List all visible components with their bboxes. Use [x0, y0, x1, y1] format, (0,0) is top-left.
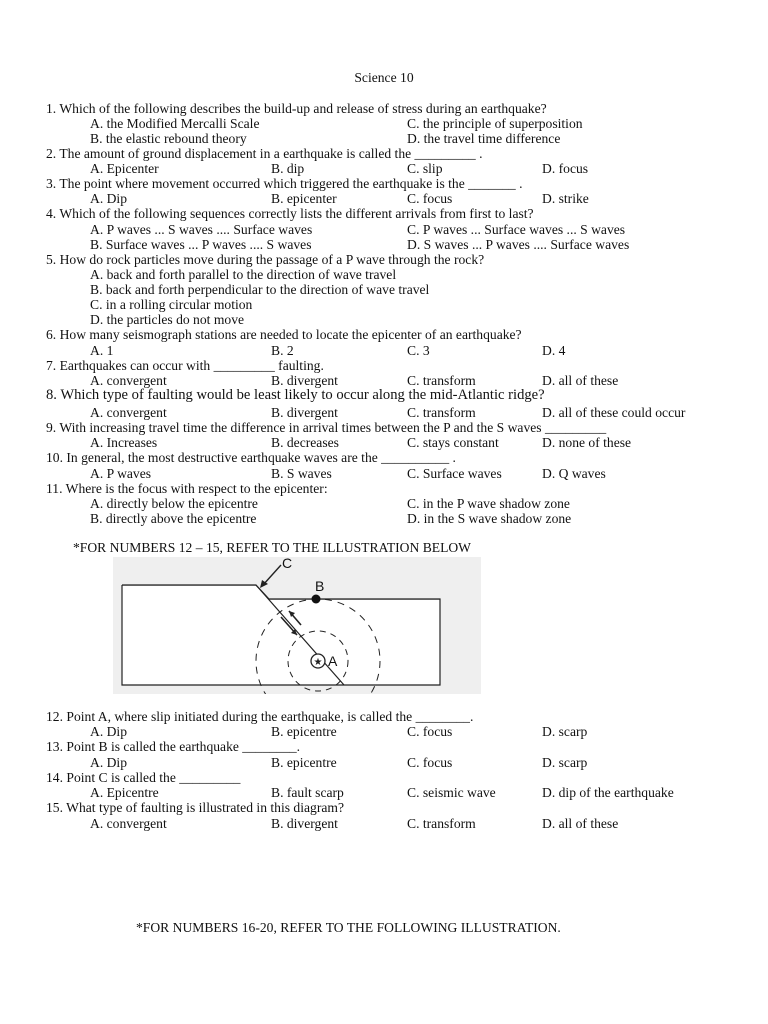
- question-5: 5. How do rock particles move during the passage of a P wave through the rock?: [46, 252, 485, 267]
- q12-option-c: C. focus: [407, 724, 453, 739]
- q10-option-a: A. P waves: [90, 466, 152, 481]
- q10-option-d: D. Q waves: [542, 466, 606, 481]
- q10-option-b: B. S waves: [271, 466, 332, 481]
- q1-option-c: C. the principle of superposition: [407, 116, 583, 131]
- q14-option-b: B. fault scarp: [271, 785, 344, 800]
- q2-option-b: B. dip: [271, 161, 305, 176]
- q5-option-c: C. in a rolling circular motion: [90, 297, 253, 312]
- q5-option-d: D. the particles do not move: [90, 312, 245, 327]
- fault-diagram-svg: [113, 557, 481, 694]
- q3-option-a: A. Dip: [90, 191, 128, 206]
- q13-option-c: C. focus: [407, 755, 453, 770]
- q15-option-a: A. convergent: [90, 816, 167, 831]
- q15-option-d: D. all of these: [542, 816, 619, 831]
- fault-diagram: [113, 557, 481, 694]
- q15-option-b: B. divergent: [271, 816, 338, 831]
- q12-option-d: D. scarp: [542, 724, 588, 739]
- point-a-star-icon: ★: [313, 657, 323, 668]
- q14-option-a: A. Epicentre: [90, 785, 159, 800]
- q6-option-d: D. 4: [542, 343, 566, 358]
- question-15: 15. What type of faulting is illustrated in this diagram?: [46, 800, 344, 815]
- question-11: 11. Where is the focus with respect to the epicenter:: [46, 481, 328, 496]
- q1-option-a: A. the Modified Mercalli Scale: [90, 116, 260, 131]
- q4-option-b: B. Surface waves ... P waves .... S waves: [90, 237, 312, 252]
- q6-option-b: B. 2: [271, 343, 294, 358]
- q4-option-d: D. S waves ... P waves .... Surface waves: [407, 237, 630, 252]
- question-14: 14. Point C is called the _________: [46, 770, 241, 785]
- question-1: 1. Which of the following describes the build-up and release of stress during an earthquake?: [46, 101, 547, 116]
- label-c: C: [282, 557, 293, 571]
- question-7: 7. Earthquakes can occur with _________ faulting.: [46, 358, 324, 373]
- q11-option-a: A. directly below the epicentre: [90, 496, 258, 511]
- q7-option-c: C. transform: [407, 373, 476, 388]
- q8-option-c: C. transform: [407, 405, 476, 420]
- q3-option-d: D. strike: [542, 191, 589, 206]
- label-a: A: [328, 653, 338, 669]
- q6-option-c: C. 3: [407, 343, 430, 358]
- question-2: 2. The amount of ground displacement in a earthquake is called the _________ .: [46, 146, 483, 161]
- q14-option-c: C. seismic wave: [407, 785, 496, 800]
- q4-option-c: C. P waves ... Surface waves ... S waves: [407, 222, 626, 237]
- question-9: 9. With increasing travel time the difference in arrival times between the P and the S waves _________: [46, 420, 607, 435]
- q5-option-a: A. back and forth parallel to the direction of wave travel: [90, 267, 397, 282]
- q14-option-d: D. dip of the earthquake: [542, 785, 674, 800]
- q8-option-b: B. divergent: [271, 405, 338, 420]
- q3-option-b: B. epicenter: [271, 191, 337, 206]
- instruction-note-12-15: *FOR NUMBERS 12 – 15, REFER TO THE ILLUSTRATION BELOW: [73, 540, 472, 555]
- q9-option-c: C. stays constant: [407, 435, 499, 450]
- q8-option-d: D. all of these could occur: [542, 405, 686, 420]
- q9-option-a: A. Increases: [90, 435, 158, 450]
- question-3: 3. The point where movement occurred which triggered the earthquake is the _______ .: [46, 176, 523, 191]
- q4-option-a: A. P waves ... S waves .... Surface waves: [90, 222, 313, 237]
- q11-option-d: D. in the S wave shadow zone: [407, 511, 572, 526]
- q12-option-b: B. epicentre: [271, 724, 337, 739]
- figure-background-top: [113, 557, 481, 585]
- q9-option-b: B. decreases: [271, 435, 339, 450]
- q13-option-b: B. epicentre: [271, 755, 337, 770]
- question-13: 13. Point B is called the earthquake ________.: [46, 739, 301, 754]
- question-4: 4. Which of the following sequences correctly lists the different arrivals from first to last?: [46, 206, 534, 221]
- page-title: Science 10: [354, 70, 414, 85]
- instruction-note-16-20: *FOR NUMBERS 16-20, REFER TO THE FOLLOWING ILLUSTRATION.: [136, 920, 561, 935]
- q11-option-b: B. directly above the epicentre: [90, 511, 257, 526]
- figure-background-step: [256, 585, 440, 599]
- q2-option-a: A. Epicenter: [90, 161, 159, 176]
- q2-option-c: C. slip: [407, 161, 443, 176]
- point-b-marker: [312, 595, 321, 604]
- q15-option-c: C. transform: [407, 816, 476, 831]
- q3-option-c: C. focus: [407, 191, 453, 206]
- label-b: B: [315, 578, 325, 594]
- q7-option-b: B. divergent: [271, 373, 338, 388]
- question-10: 10. In general, the most destructive earthquake waves are the __________ .: [46, 450, 456, 465]
- q10-option-c: C. Surface waves: [407, 466, 502, 481]
- q13-option-a: A. Dip: [90, 755, 128, 770]
- q11-option-c: C. in the P wave shadow zone: [407, 496, 570, 511]
- q2-option-d: D. focus: [542, 161, 589, 176]
- q8-option-a: A. convergent: [90, 405, 167, 420]
- question-6: 6. How many seismograph stations are needed to locate the epicenter of an earthquake?: [46, 327, 522, 342]
- q6-option-a: A. 1: [90, 343, 114, 358]
- q5-option-b: B. back and forth perpendicular to the direction of wave travel: [90, 282, 430, 297]
- q13-option-d: D. scarp: [542, 755, 588, 770]
- q9-option-d: D. none of these: [542, 435, 632, 450]
- question-8: 8. Which type of faulting would be least likely to occur along the mid-Atlantic ridge?: [46, 387, 545, 403]
- q1-option-d: D. the travel time difference: [407, 131, 561, 146]
- q12-option-a: A. Dip: [90, 724, 128, 739]
- q1-option-b: B. the elastic rebound theory: [90, 131, 247, 146]
- question-12: 12. Point A, where slip initiated during the earthquake, is called the ________.: [46, 709, 474, 724]
- q7-option-a: A. convergent: [90, 373, 167, 388]
- q7-option-d: D. all of these: [542, 373, 619, 388]
- fault-block-outline: [122, 585, 440, 685]
